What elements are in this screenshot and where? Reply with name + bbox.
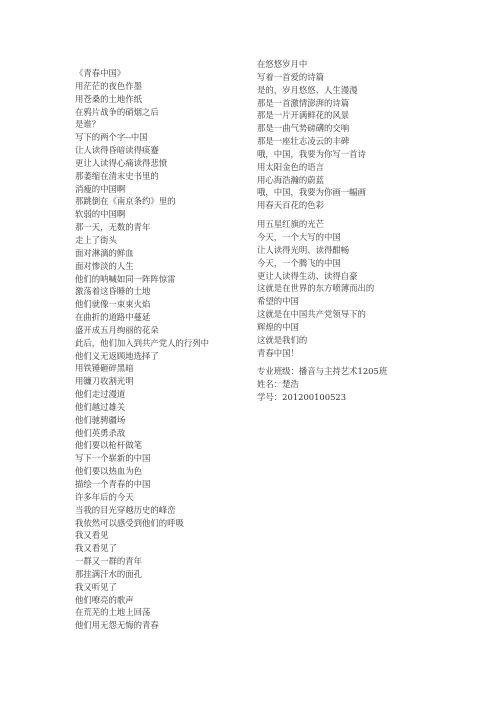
poem-line: 他们驰骋疆场 (75, 414, 126, 425)
poem-line: 写下一个崭新的中国 (75, 453, 151, 464)
poem-line: 激荡着这昏睡的土地 (75, 286, 151, 297)
author-name: 姓名：楚浩 (257, 379, 299, 390)
poem-line: 用茫茫的夜色作墨 (75, 80, 142, 91)
poem-line: 哦，中国，我要为你画一幅画 (257, 187, 366, 198)
poem-line: 让人读得昏暗读得痰蹇 (75, 145, 159, 156)
poem-closing-line: 青春中国！ (257, 347, 299, 358)
poem-line: 这就是在中国共产党领导下的 (257, 309, 366, 320)
poem-line: 他们的呐喊如同一阵阵惊雷 (75, 273, 176, 284)
poem-line: 让人读得光明、读得酣畅 (257, 244, 350, 255)
poem-line: 今天，一个腾飞的中国 (257, 257, 341, 268)
poem-line: 他们义无返顾地选择了 (75, 350, 159, 361)
poem-line: 我又看见了 (75, 543, 117, 554)
poem-line: 是的，岁月悠悠、人生漫漫 (257, 84, 358, 95)
author-student-id: 学号：201200100523 (257, 392, 347, 403)
poem-line: 用心海浩瀚的蔚蓝 (257, 174, 324, 185)
poem-line: 他们要以热血为色 (75, 466, 142, 477)
poem-line: 那是一首激情澎湃的诗篇 (257, 97, 350, 108)
poem-line: 那是一片开满鲜花的风景 (257, 110, 350, 121)
poem-line: 用五星红旗的光芒 (257, 219, 324, 230)
poem-line: 许多年后的今天 (75, 491, 134, 502)
poem-line: 那萎缩在清末史书里的 (75, 170, 159, 181)
poem-line: 写着一首爱的诗篇 (257, 71, 324, 82)
poem-line: 描绘一个青春的中国 (75, 479, 151, 489)
poem-line: 用春天百花的色彩 (257, 200, 324, 211)
poem-line: 他们就像一束束火焰 (75, 299, 151, 310)
poem-line: 消瘦的中国啊 (75, 183, 126, 194)
poem-line: 我又听见了 (75, 581, 117, 592)
poem-line: 此后，他们加入到共产党人的行列中 (75, 337, 209, 348)
poem-line: 他们英勇杀敌 (75, 427, 126, 438)
poem-line: 我又看见 (75, 530, 109, 541)
poem-line: 用铁锤砸碎黑暗 (75, 363, 134, 374)
poem-line: 他们要以枪杆做笔 (75, 440, 142, 451)
poem-right-column (257, 58, 457, 404)
poem-line: 他们走过漫道 (75, 389, 126, 400)
poem-line: 用太阳金色的语言 (257, 161, 324, 172)
poem-line: 面对惨淡的人生 (75, 260, 134, 271)
poem-line: 这就是在世界的东方喷薄而出的 (257, 283, 375, 294)
poem-left-column (75, 67, 240, 632)
poem-line: 这就是我们的 (257, 334, 308, 345)
poem-title: 《青春中国》 (75, 68, 126, 78)
poem-line: 他们越过雄关 (75, 401, 126, 412)
poem-line: 我依然可以感受到他们的呼吸 (75, 517, 184, 528)
poem-line: 用苍桑的土地作纸 (75, 93, 142, 104)
poem-line: 写下的两个字--中国 (75, 132, 148, 143)
poem-line: 那是一曲气势磅礴的交响 (257, 123, 350, 134)
poem-line: 走上了街头 (75, 234, 117, 245)
poem-line: 那挂满汗水的面孔 (75, 568, 142, 579)
poem-line: 那跳倒在《南京条约》里的 (75, 196, 176, 207)
poem-line: 面对淋漓的鲜血 (75, 247, 134, 258)
poem-line: 辉煌的中国 (257, 321, 299, 332)
poem-line: 软弱的中国啊 (75, 209, 126, 220)
poem-line: 那是一座壮志凌云的丰碑 (257, 136, 350, 147)
poem-line: 他们嘹亮的歌声 (75, 594, 134, 605)
poem-line: 当我的目光穿越历史的峰峦 (75, 504, 176, 515)
poem-line: 那一天，无数的青年 (75, 222, 151, 233)
poem-line: 今天，一个大写的中国 (257, 231, 341, 242)
poem-line: 在悠悠岁月中 (257, 59, 308, 69)
poem-line: 他们用无怨无悔的青春 (75, 620, 159, 631)
poem-line: 是谁？ (75, 119, 101, 130)
poem-line: 更让人读得生动、读得自豪 (257, 270, 358, 281)
poem-line: 一群又一群的青年 (75, 556, 142, 567)
poem-line: 更让人读得心痛读得悲愤 (75, 157, 168, 168)
poem-line: 在荒芜的土地上回荡 (75, 607, 151, 618)
poem-line: 在曲折的道路中蔓延 (75, 312, 151, 323)
poem-line: 在鸦片战争的硝烟之后 (75, 106, 159, 117)
poem-line: 哦，中国，我要为你写一首诗 (257, 148, 366, 159)
poem-line: 希望的中国 (257, 296, 299, 307)
poem-line: 盛开成五月绚丽的花朵 (75, 324, 159, 335)
author-class: 专业班级：播音与主持艺术1205班 (257, 366, 388, 377)
poem-line: 用镰刀收割光明 (75, 376, 134, 387)
